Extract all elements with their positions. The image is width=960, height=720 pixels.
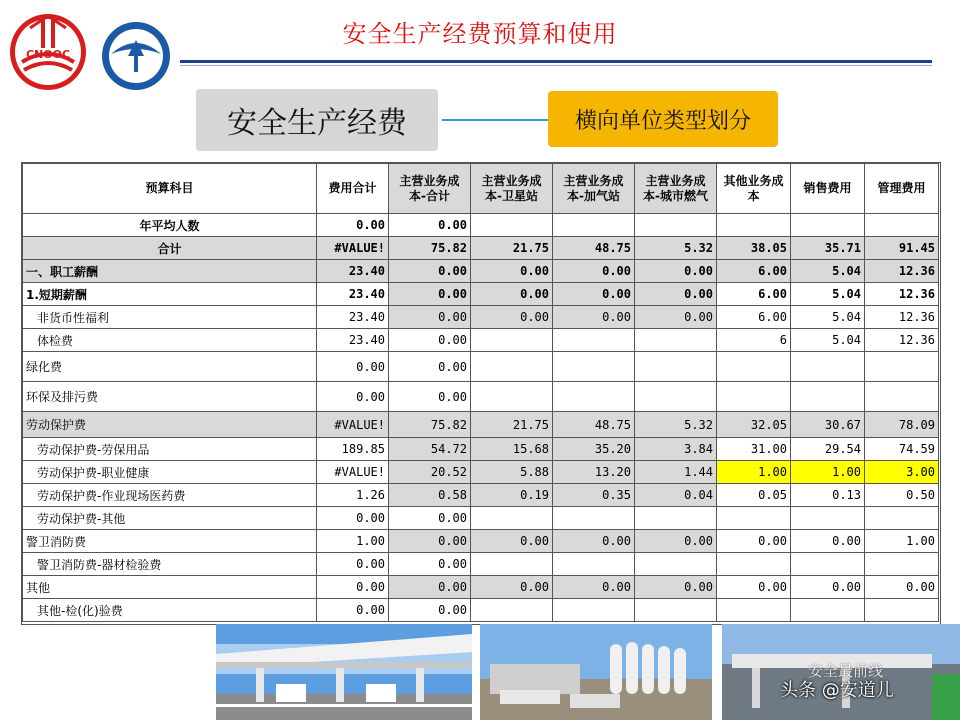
table-cell: 0.13 bbox=[791, 484, 865, 507]
row-label: 其他 bbox=[23, 576, 317, 599]
table-cell: 0.00 bbox=[635, 576, 717, 599]
table-cell bbox=[791, 599, 865, 622]
table-cell bbox=[635, 214, 717, 237]
table-cell bbox=[635, 329, 717, 352]
table-cell: 0.00 bbox=[471, 260, 553, 283]
table-cell bbox=[471, 352, 553, 382]
row-label: 警卫消防费-器材检验费 bbox=[23, 553, 317, 576]
table-cell bbox=[553, 329, 635, 352]
row-label: 绿化费 bbox=[23, 352, 317, 382]
table-row bbox=[23, 214, 939, 237]
table-cell: 6.00 bbox=[717, 306, 791, 329]
table-cell: 0.00 bbox=[791, 576, 865, 599]
table-cell: 21.75 bbox=[471, 412, 553, 438]
table-cell: 35.20 bbox=[553, 438, 635, 461]
table-cell: 20.52 bbox=[389, 461, 471, 484]
table-cell: 12.36 bbox=[865, 329, 939, 352]
table-cell: 0.00 bbox=[635, 283, 717, 306]
table-cell: 0.00 bbox=[317, 214, 389, 237]
table-cell: 5.32 bbox=[635, 237, 717, 260]
table-cell: 31.00 bbox=[717, 438, 791, 461]
title-rule-thin bbox=[180, 65, 932, 66]
table-cell: 12.36 bbox=[865, 260, 939, 283]
table-cell: 0.00 bbox=[553, 306, 635, 329]
table-cell: 5.04 bbox=[791, 306, 865, 329]
table-cell: 91.45 bbox=[865, 237, 939, 260]
table-cell: 0.00 bbox=[717, 530, 791, 553]
table-cell bbox=[553, 507, 635, 530]
col-header: 主营业务成本-城市燃气 bbox=[635, 164, 717, 214]
table-cell bbox=[791, 553, 865, 576]
table-row bbox=[23, 438, 939, 461]
col-header: 其他业务成本 bbox=[717, 164, 791, 214]
row-label: 1.短期薪酬 bbox=[23, 283, 317, 306]
row-label: 一、职工薪酬 bbox=[23, 260, 317, 283]
table-cell: 0.00 bbox=[389, 260, 471, 283]
col-header: 主营业务成本-合计 bbox=[389, 164, 471, 214]
table-cell: 12.36 bbox=[865, 306, 939, 329]
budget-table-frame bbox=[21, 162, 941, 625]
watermark-author: 头条 @安道儿 bbox=[780, 680, 894, 701]
table-cell: 23.40 bbox=[317, 260, 389, 283]
table-cell: 48.75 bbox=[553, 412, 635, 438]
table-cell: 75.82 bbox=[389, 237, 471, 260]
table-cell: 0.00 bbox=[389, 530, 471, 553]
table-cell: 0.00 bbox=[389, 553, 471, 576]
table-row bbox=[23, 382, 939, 412]
table-row bbox=[23, 306, 939, 329]
table-row bbox=[23, 412, 939, 438]
table-cell: 5.04 bbox=[791, 283, 865, 306]
lng-plant-photo bbox=[480, 624, 712, 720]
table-cell bbox=[553, 553, 635, 576]
table-cell: 0.00 bbox=[389, 214, 471, 237]
row-label: 劳动保护费-职业健康 bbox=[23, 461, 317, 484]
table-cell: 5.04 bbox=[791, 260, 865, 283]
table-cell: 5.88 bbox=[471, 461, 553, 484]
table-cell: 75.82 bbox=[389, 412, 471, 438]
table-cell: 0.04 bbox=[635, 484, 717, 507]
table-cell: 0.00 bbox=[717, 576, 791, 599]
row-label: 劳动保护费 bbox=[23, 412, 317, 438]
table-cell: 0.00 bbox=[471, 283, 553, 306]
row-label: 劳动保护费-劳保用品 bbox=[23, 438, 317, 461]
table-cell bbox=[865, 352, 939, 382]
row-label: 警卫消防费 bbox=[23, 530, 317, 553]
table-cell: 23.40 bbox=[317, 283, 389, 306]
table-cell bbox=[791, 507, 865, 530]
table-cell: 0.58 bbox=[389, 484, 471, 507]
table-cell bbox=[717, 599, 791, 622]
page-title: 安全生产经费预算和使用 bbox=[342, 20, 618, 48]
table-cell: 6.00 bbox=[717, 260, 791, 283]
table-cell: 0.00 bbox=[635, 260, 717, 283]
table-cell: 3.84 bbox=[635, 438, 717, 461]
table-cell: #VALUE! bbox=[317, 461, 389, 484]
table-cell: 32.05 bbox=[717, 412, 791, 438]
table-cell: #VALUE! bbox=[317, 412, 389, 438]
table-cell: 0.00 bbox=[317, 382, 389, 412]
table-cell: 0.00 bbox=[553, 530, 635, 553]
table-cell: #VALUE! bbox=[317, 237, 389, 260]
table-cell bbox=[635, 599, 717, 622]
table-cell bbox=[717, 507, 791, 530]
table-row bbox=[23, 461, 939, 484]
table-cell: 0.00 bbox=[317, 576, 389, 599]
table-row bbox=[23, 576, 939, 599]
table-cell: 29.54 bbox=[791, 438, 865, 461]
table-cell bbox=[635, 507, 717, 530]
table-cell bbox=[471, 507, 553, 530]
col-header: 预算科目 bbox=[23, 164, 317, 214]
budget-table bbox=[22, 163, 939, 622]
table-cell bbox=[717, 352, 791, 382]
table-cell: 74.59 bbox=[865, 438, 939, 461]
table-cell: 0.00 bbox=[389, 382, 471, 412]
table-row bbox=[23, 329, 939, 352]
row-label: 合计 bbox=[23, 237, 317, 260]
table-cell: 12.36 bbox=[865, 283, 939, 306]
table-cell bbox=[717, 553, 791, 576]
col-header: 管理费用 bbox=[865, 164, 939, 214]
table-cell: 48.75 bbox=[553, 237, 635, 260]
flow-connector bbox=[442, 119, 548, 121]
table-cell: 0.00 bbox=[389, 507, 471, 530]
col-header: 销售费用 bbox=[791, 164, 865, 214]
watermark-channel: 安全最前线 bbox=[808, 662, 884, 680]
table-cell: 189.85 bbox=[317, 438, 389, 461]
table-cell bbox=[471, 382, 553, 412]
table-cell bbox=[865, 214, 939, 237]
table-cell: 0.00 bbox=[389, 283, 471, 306]
row-label: 年平均人数 bbox=[23, 214, 317, 237]
table-row bbox=[23, 553, 939, 576]
table-cell: 1.00 bbox=[791, 461, 865, 484]
row-label: 非货币性福利 bbox=[23, 306, 317, 329]
table-cell: 13.20 bbox=[553, 461, 635, 484]
col-header: 主营业务成本-加气站 bbox=[553, 164, 635, 214]
table-cell: 0.00 bbox=[471, 530, 553, 553]
table-cell: 3.00 bbox=[865, 461, 939, 484]
table-cell: 0.19 bbox=[471, 484, 553, 507]
table-cell: 1.44 bbox=[635, 461, 717, 484]
col-header: 费用合计 bbox=[317, 164, 389, 214]
table-cell: 0.00 bbox=[389, 576, 471, 599]
row-label: 劳动保护费-作业现场医药费 bbox=[23, 484, 317, 507]
table-cell: 6.00 bbox=[717, 283, 791, 306]
table-cell bbox=[717, 214, 791, 237]
table-cell: 78.09 bbox=[865, 412, 939, 438]
table-row bbox=[23, 484, 939, 507]
table-cell: 23.40 bbox=[317, 306, 389, 329]
table-cell: 0.00 bbox=[317, 352, 389, 382]
row-label: 体检费 bbox=[23, 329, 317, 352]
table-row bbox=[23, 283, 939, 306]
table-cell bbox=[635, 553, 717, 576]
flow-box-left: 安全生产经费 bbox=[196, 89, 438, 151]
table-cell: 1.00 bbox=[317, 530, 389, 553]
table-cell: 15.68 bbox=[471, 438, 553, 461]
table-cell: 0.00 bbox=[635, 306, 717, 329]
row-label: 环保及排污费 bbox=[23, 382, 317, 412]
table-cell bbox=[865, 507, 939, 530]
table-cell bbox=[717, 382, 791, 412]
table-row bbox=[23, 237, 939, 260]
table-cell bbox=[865, 382, 939, 412]
table-cell: 30.67 bbox=[791, 412, 865, 438]
table-cell: 0.00 bbox=[471, 576, 553, 599]
table-cell bbox=[471, 599, 553, 622]
table-cell: 0.00 bbox=[553, 260, 635, 283]
table-cell bbox=[635, 382, 717, 412]
table-cell: 0.00 bbox=[865, 576, 939, 599]
table-row bbox=[23, 599, 939, 622]
table-row bbox=[23, 507, 939, 530]
table-cell bbox=[553, 352, 635, 382]
table-cell: 0.00 bbox=[389, 306, 471, 329]
table-cell: 23.40 bbox=[317, 329, 389, 352]
table-cell: 0.00 bbox=[317, 553, 389, 576]
table-cell bbox=[791, 352, 865, 382]
table-cell: 38.05 bbox=[717, 237, 791, 260]
table-row bbox=[23, 530, 939, 553]
table-row bbox=[23, 352, 939, 382]
table-cell bbox=[791, 214, 865, 237]
table-cell: 5.32 bbox=[635, 412, 717, 438]
table-cell bbox=[553, 214, 635, 237]
svg-text:CNOOC: CNOOC bbox=[25, 48, 71, 61]
table-cell bbox=[471, 214, 553, 237]
table-cell bbox=[471, 553, 553, 576]
table-cell: 5.04 bbox=[791, 329, 865, 352]
table-cell: 0.00 bbox=[317, 507, 389, 530]
flow-box-right: 横向单位类型划分 bbox=[548, 91, 778, 147]
table-row bbox=[23, 260, 939, 283]
table-header-row bbox=[23, 164, 939, 214]
table-cell: 0.05 bbox=[717, 484, 791, 507]
table-cell bbox=[471, 329, 553, 352]
table-cell: 0.35 bbox=[553, 484, 635, 507]
table-cell: 0.00 bbox=[471, 306, 553, 329]
table-cell bbox=[635, 352, 717, 382]
table-cell: 0.00 bbox=[389, 329, 471, 352]
table-cell: 0.00 bbox=[791, 530, 865, 553]
table-cell: 0.00 bbox=[389, 599, 471, 622]
title-rule bbox=[180, 60, 932, 63]
table-cell: 1.00 bbox=[717, 461, 791, 484]
table-cell: 0.00 bbox=[389, 352, 471, 382]
row-label: 其他-检(化)验费 bbox=[23, 599, 317, 622]
table-cell bbox=[553, 599, 635, 622]
table-cell: 54.72 bbox=[389, 438, 471, 461]
table-cell bbox=[865, 599, 939, 622]
table-cell: 0.00 bbox=[553, 283, 635, 306]
table-cell: 0.00 bbox=[635, 530, 717, 553]
table-cell: 1.00 bbox=[865, 530, 939, 553]
table-cell bbox=[791, 382, 865, 412]
row-label: 劳动保护费-其他 bbox=[23, 507, 317, 530]
table-cell: 1.26 bbox=[317, 484, 389, 507]
table-cell: 6 bbox=[717, 329, 791, 352]
table-cell bbox=[553, 382, 635, 412]
table-cell bbox=[865, 553, 939, 576]
table-cell: 0.00 bbox=[553, 576, 635, 599]
table-cell: 0.50 bbox=[865, 484, 939, 507]
col-header: 主营业务成本-卫星站 bbox=[471, 164, 553, 214]
table-cell: 21.75 bbox=[471, 237, 553, 260]
table-cell: 35.71 bbox=[791, 237, 865, 260]
table-cell: 0.00 bbox=[317, 599, 389, 622]
gas-station-photo bbox=[216, 624, 472, 720]
